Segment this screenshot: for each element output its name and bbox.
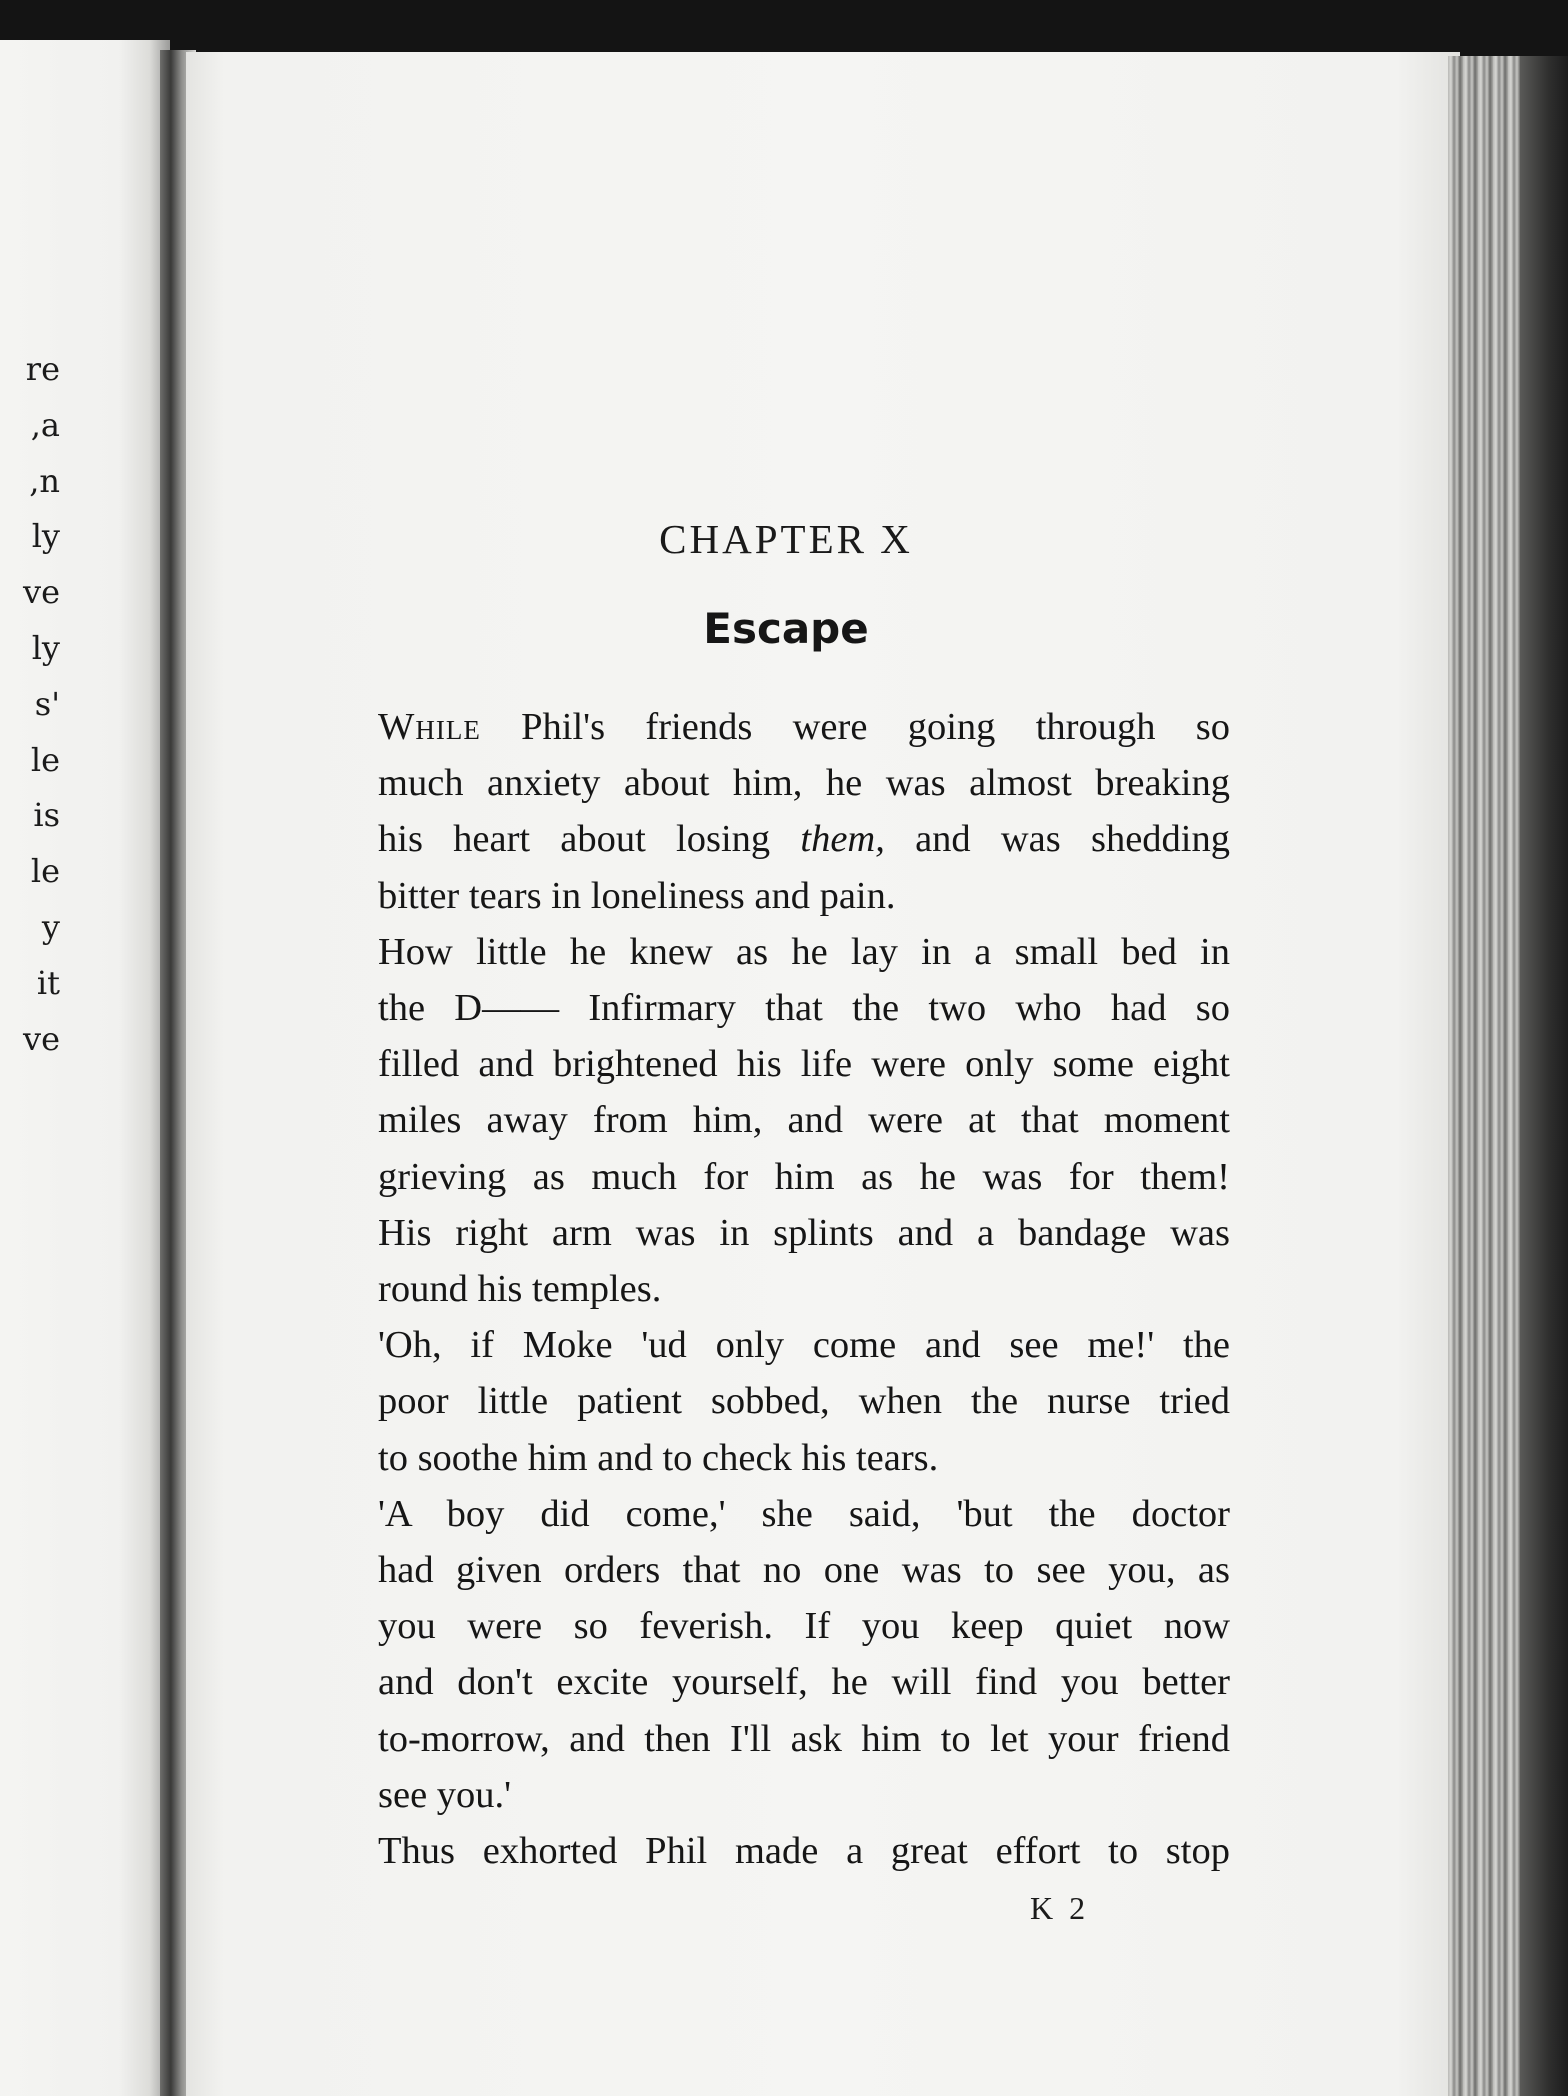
paragraph xyxy=(330,924,1230,1317)
fragment-line: a, xyxy=(30,405,60,444)
chapter-number: CHAPTER X xyxy=(659,516,913,562)
fragment-line: ly xyxy=(31,517,60,556)
text-line: had given orders that no one was to see you, as xyxy=(378,1549,1230,1592)
text-line: and don't excite yourself, he will find you better xyxy=(378,1661,1230,1704)
text-line: poor little patient sobbed, when the nurse tried xyxy=(378,1380,1230,1423)
paragraph xyxy=(330,1486,1230,1823)
page-edges-shadow xyxy=(1520,56,1568,2096)
fragment-line: it xyxy=(36,963,60,1002)
small-caps-lead: While xyxy=(378,706,481,748)
text-line: much anxiety about him, he was almost breaking xyxy=(378,762,1230,805)
text-line: to soothe him and to check his tears. xyxy=(378,1436,939,1479)
text-line: filled and brightened his life were only some eight xyxy=(378,1043,1230,1086)
fragment-line: 's xyxy=(34,684,60,723)
printer-signature-mark: K 2 xyxy=(1030,1890,1090,1926)
text-line: His right arm was in splints and a bandage was xyxy=(378,1211,1230,1254)
chapter-body xyxy=(330,699,1230,1879)
emphasis-text: them, xyxy=(800,818,885,861)
text-line: miles away from him, and were at that moment xyxy=(378,1099,1230,1142)
text-line: round his temples. xyxy=(378,1268,662,1311)
text-run: and was shedding xyxy=(884,818,1230,861)
paragraph xyxy=(330,699,1230,924)
fragment-line: n, xyxy=(29,461,60,500)
text-line: to-morrow, and then I'll ask him to let your friend xyxy=(378,1717,1230,1760)
previous-page-text-fragments xyxy=(0,342,60,1067)
text-line: Thus exhorted Phil made a great effort to stop xyxy=(378,1830,1230,1873)
previous-page xyxy=(0,40,170,2096)
paragraph xyxy=(330,1317,1230,1486)
text-run: his heart about losing xyxy=(378,818,801,861)
text-line: see you.' xyxy=(378,1773,512,1816)
fragment-line: y xyxy=(41,907,60,946)
chapter-title: Escape xyxy=(703,604,869,653)
paragraph xyxy=(330,1823,1230,1879)
fragment-line: le xyxy=(30,740,60,779)
text-line: you were so feverish. If you keep quiet now xyxy=(378,1605,1230,1648)
text-line: grieving as much for him as he was for them! xyxy=(378,1155,1230,1198)
text-line xyxy=(330,811,1230,867)
text-line xyxy=(330,699,1230,755)
fragment-line: re xyxy=(25,350,60,388)
text-line: 'Oh, if Moke 'ud only come and see me!' the xyxy=(378,1324,1230,1367)
fragment-line: ve xyxy=(22,573,60,612)
text-run: Phil's friends were going through so xyxy=(480,706,1230,748)
fragment-line: le xyxy=(30,852,60,891)
text-line: How little he knew as he lay in a small bed in xyxy=(378,930,1230,973)
text-line: bitter tears in loneliness and pain. xyxy=(378,874,896,917)
fragment-line: ve xyxy=(22,1019,60,1058)
fragment-line: is xyxy=(33,796,60,835)
text-line: 'A boy did come,' she said, 'but the doctor xyxy=(378,1492,1230,1535)
text-line: the D—— Infirmary that the two who had so xyxy=(378,987,1230,1030)
fragment-line: ly xyxy=(31,628,60,667)
